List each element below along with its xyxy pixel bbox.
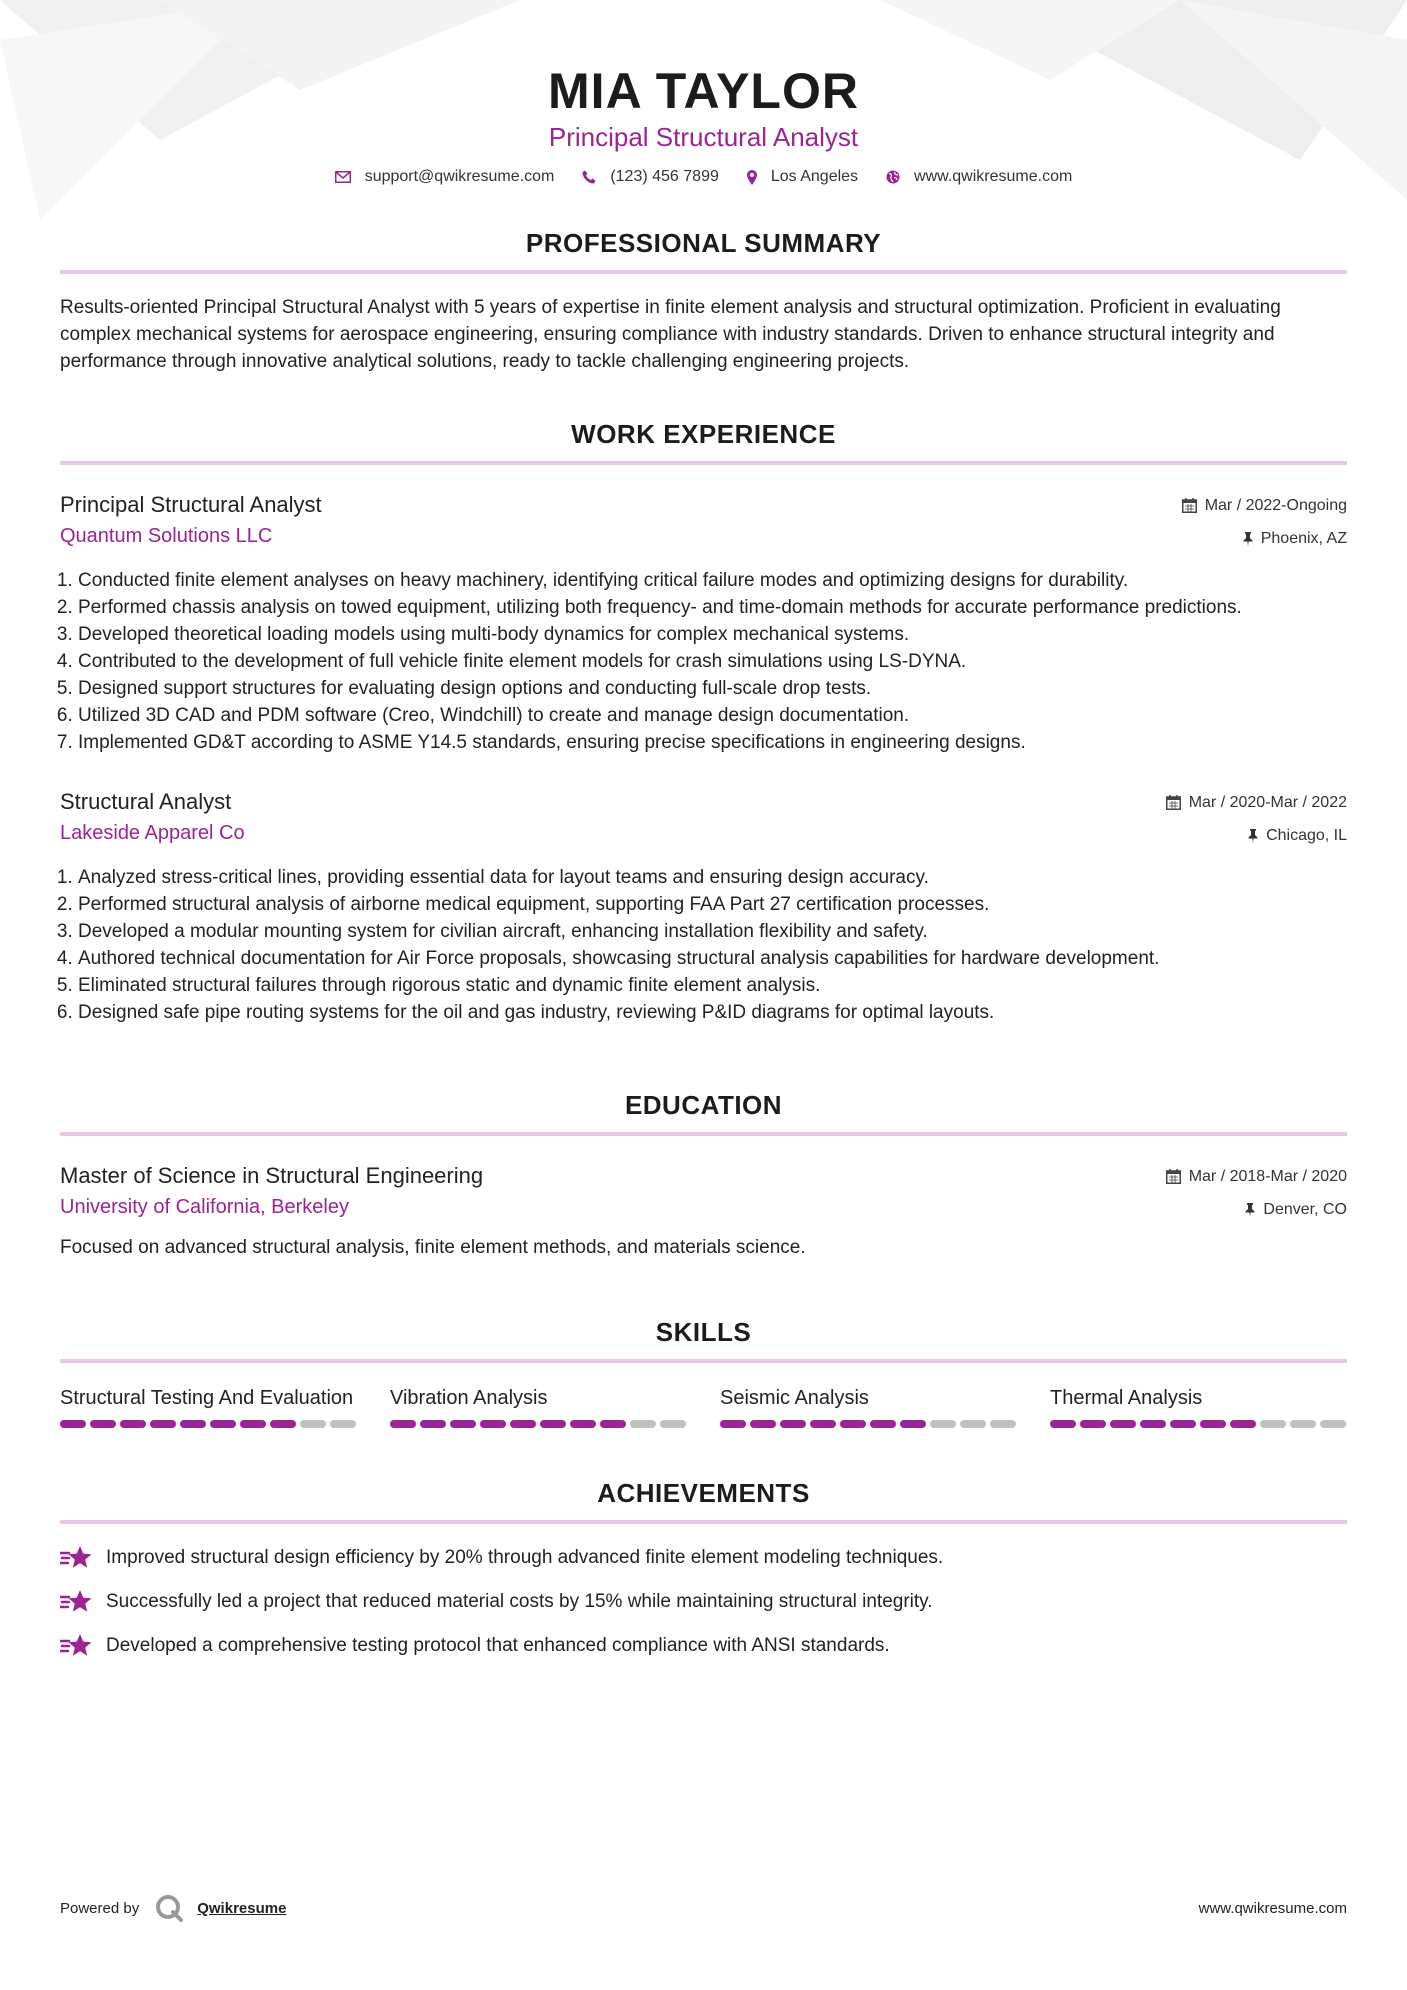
star-icon: [60, 1633, 94, 1659]
qwikresume-link[interactable]: Qwikresume: [197, 1899, 287, 1917]
achievements-section: [60, 1476, 1347, 1659]
qwikresume-logo-icon: [155, 1894, 183, 1922]
list-item: 3. Developed a modular mounting system for civilian aircraft, enhancing installation flexibility and safety.: [78, 918, 1347, 945]
education-description: Focused on advanced structural analysis, finite element methods, and materials science.: [60, 1237, 806, 1258]
skill-segment-filled: [1200, 1420, 1226, 1428]
contact-phone[interactable]: [582, 168, 719, 186]
list-item: 6. Designed safe pipe routing systems for the oil and gas industry, reviewing P&ID diagrams for optimal layouts.: [78, 999, 1347, 1026]
skills-section: [60, 1315, 1347, 1428]
skills-heading: SKILLS: [655, 1317, 752, 1347]
education-dates: Mar / 2018-Mar / 2020: [1188, 1168, 1347, 1185]
section-divider: [60, 1132, 1347, 1136]
job-company: Lakeside Apparel Co: [60, 822, 245, 844]
skill-segment-filled: [1140, 1420, 1166, 1428]
map-pin-icon: [747, 170, 757, 185]
candidate-role: Principal Structural Analyst: [548, 122, 859, 152]
phone-icon: [582, 170, 596, 184]
job-dates: Mar / 2022-Ongoing: [1204, 497, 1347, 514]
achievement-text: Developed a comprehensive testing protocol that enhanced compliance with ANSI standards.: [106, 1635, 890, 1656]
skill-segment-empty: [630, 1420, 656, 1428]
skill-item: [390, 1385, 690, 1428]
job-entry: [60, 489, 1347, 756]
skill-segment-filled: [480, 1420, 506, 1428]
skill-segment-empty: [660, 1420, 686, 1428]
job-location: Phoenix, AZ: [1260, 530, 1347, 547]
skill-segment-filled: [570, 1420, 596, 1428]
resume-header: [60, 0, 1347, 186]
skill-segment-empty: [300, 1420, 326, 1428]
skill-segment-filled: [600, 1420, 626, 1428]
skill-item: [720, 1385, 1020, 1428]
summary-section: [60, 226, 1347, 375]
job-title: Structural Analyst: [60, 789, 232, 814]
achievements-heading: ACHIEVEMENTS: [597, 1478, 810, 1508]
achievement-text: Improved structural design efficiency by 20% through advanced finite element modeling techniques.: [106, 1547, 944, 1568]
summary-heading: PROFESSIONAL SUMMARY: [525, 228, 882, 258]
skill-segment-filled: [750, 1420, 776, 1428]
skill-segment-filled: [810, 1420, 836, 1428]
envelope-icon: [335, 171, 351, 183]
skill-segment-filled: [420, 1420, 446, 1428]
section-divider: [60, 1359, 1347, 1363]
education-heading: EDUCATION: [624, 1090, 783, 1120]
skill-segment-filled: [180, 1420, 206, 1428]
website-text: www.qwikresume.com: [914, 168, 1073, 185]
email-text: support@qwikresume.com: [364, 168, 555, 185]
skill-segment-filled: [60, 1420, 86, 1428]
job-bullets: [60, 864, 1347, 1026]
skill-segment-filled: [270, 1420, 296, 1428]
skill-segment-empty: [330, 1420, 356, 1428]
job-title: Principal Structural Analyst: [60, 492, 322, 517]
list-item: 4. Authored technical documentation for Air Force proposals, showcasing structural analysis capabilities for hardware development.: [78, 945, 1347, 972]
section-divider: [60, 270, 1347, 274]
list-item: 7. Implemented GD&T according to ASME Y14.5 standards, ensuring precise specifications in engineering designs.: [78, 729, 1347, 756]
skill-segment-filled: [150, 1420, 176, 1428]
job-entry: [60, 786, 1347, 1026]
job-bullets: [60, 567, 1347, 756]
summary-text: Results-oriented Principal Structural Analyst with 5 years of expertise in finite element analysis and structural optimization. Proficient in evaluating complex mechanical systems for aerospace engineering, ensuring compliance with industry standards. Driven to enhance structural integrity and performance through innovative analytical solutions, ready to tackle challenging engineering projects.: [60, 297, 1281, 372]
skill-segment-empty: [1290, 1420, 1316, 1428]
contact-email[interactable]: [335, 168, 555, 186]
experience-section: [60, 417, 1347, 1026]
job-dates: Mar / 2020-Mar / 2022: [1188, 794, 1347, 811]
skill-level-bar: [720, 1420, 1020, 1428]
skill-segment-empty: [1320, 1420, 1346, 1428]
list-item: 5. Eliminated structural failures through rigorous static and dynamic finite element analysis.: [78, 972, 1347, 999]
pushpin-icon: [1243, 532, 1253, 546]
section-divider: [60, 1520, 1347, 1524]
skill-name: Vibration Analysis: [390, 1387, 548, 1409]
skill-segment-filled: [780, 1420, 806, 1428]
skill-segment-filled: [1080, 1420, 1106, 1428]
footer-website-link[interactable]: www.qwikresume.com: [1198, 1899, 1347, 1917]
skill-segment-filled: [240, 1420, 266, 1428]
powered-by-label: Powered by: [60, 1899, 140, 1917]
section-divider: [60, 461, 1347, 465]
contact-bar: [60, 168, 1347, 186]
education-location: Denver, CO: [1263, 1201, 1347, 1218]
skill-name: Thermal Analysis: [1050, 1387, 1203, 1409]
skill-name: Structural Testing And Evaluation: [60, 1387, 354, 1409]
list-item: 4. Contributed to the development of full vehicle finite element models for crash simulations using LS-DYNA.: [78, 648, 1347, 675]
skill-item: [60, 1385, 360, 1428]
skill-segment-filled: [720, 1420, 746, 1428]
achievement-item: [60, 1588, 1347, 1615]
skill-level-bar: [1050, 1420, 1350, 1428]
list-item: 2. Performed chassis analysis on towed equipment, utilizing both frequency- and time-domain methods for accurate performance predictions.: [78, 594, 1347, 621]
page-footer: [60, 1894, 1347, 1922]
education-section: [60, 1088, 1347, 1261]
skill-segment-filled: [1230, 1420, 1256, 1428]
list-item: 2. Performed structural analysis of airborne medical equipment, supporting FAA Part 27 certification processes.: [78, 891, 1347, 918]
skill-segment-filled: [390, 1420, 416, 1428]
skill-segment-filled: [510, 1420, 536, 1428]
job-company: Quantum Solutions LLC: [60, 525, 273, 547]
skill-segment-filled: [1050, 1420, 1076, 1428]
list-item: 1. Conducted finite element analyses on heavy machinery, identifying critical failure modes and optimizing designs for durability.: [78, 567, 1347, 594]
list-item: 6. Utilized 3D CAD and PDM software (Creo, Windchill) to create and manage design documentation.: [78, 702, 1347, 729]
skill-level-bar: [60, 1420, 360, 1428]
contact-location: [747, 168, 858, 186]
location-text: Los Angeles: [770, 168, 859, 185]
skill-segment-filled: [840, 1420, 866, 1428]
skill-segment-filled: [1170, 1420, 1196, 1428]
star-icon: [60, 1589, 94, 1615]
skill-segment-empty: [1260, 1420, 1286, 1428]
skill-segment-filled: [870, 1420, 896, 1428]
pushpin-icon: [1245, 1203, 1255, 1217]
phone-text: (123) 456 7899: [610, 168, 719, 185]
skill-segment-filled: [210, 1420, 236, 1428]
achievement-item: [60, 1544, 1347, 1571]
achievement-item: [60, 1632, 1347, 1659]
degree-title: Master of Science in Structural Engineering: [60, 1163, 484, 1188]
skill-segment-filled: [450, 1420, 476, 1428]
pushpin-icon: [1248, 829, 1258, 843]
skill-level-bar: [390, 1420, 690, 1428]
school-name: University of California, Berkeley: [60, 1196, 349, 1218]
calendar-icon: [1166, 1169, 1181, 1184]
list-item: 5. Designed support structures for evaluating design options and conducting full-scale drop tests.: [78, 675, 1347, 702]
globe-icon: [886, 170, 900, 184]
skill-segment-empty: [930, 1420, 956, 1428]
candidate-name: MIA TAYLOR: [548, 63, 859, 119]
skill-segment-empty: [990, 1420, 1016, 1428]
skill-segment-empty: [960, 1420, 986, 1428]
calendar-icon: [1182, 498, 1197, 513]
skill-segment-filled: [90, 1420, 116, 1428]
experience-heading: WORK EXPERIENCE: [571, 419, 836, 449]
skill-name: Seismic Analysis: [720, 1387, 869, 1409]
calendar-icon: [1166, 795, 1181, 810]
skill-segment-filled: [540, 1420, 566, 1428]
skill-item: [1050, 1385, 1350, 1428]
achievement-text: Successfully led a project that reduced material costs by 15% while maintaining structural integrity.: [106, 1591, 933, 1612]
contact-website[interactable]: [886, 168, 1072, 186]
star-icon: [60, 1545, 94, 1571]
skill-segment-filled: [900, 1420, 926, 1428]
list-item: 3. Developed theoretical loading models using multi-body dynamics for complex mechanical systems.: [78, 621, 1347, 648]
list-item: 1. Analyzed stress-critical lines, providing essential data for layout teams and ensuring design accuracy.: [78, 864, 1347, 891]
skill-segment-filled: [120, 1420, 146, 1428]
skill-segment-filled: [1110, 1420, 1136, 1428]
job-location: Chicago, IL: [1266, 827, 1347, 844]
